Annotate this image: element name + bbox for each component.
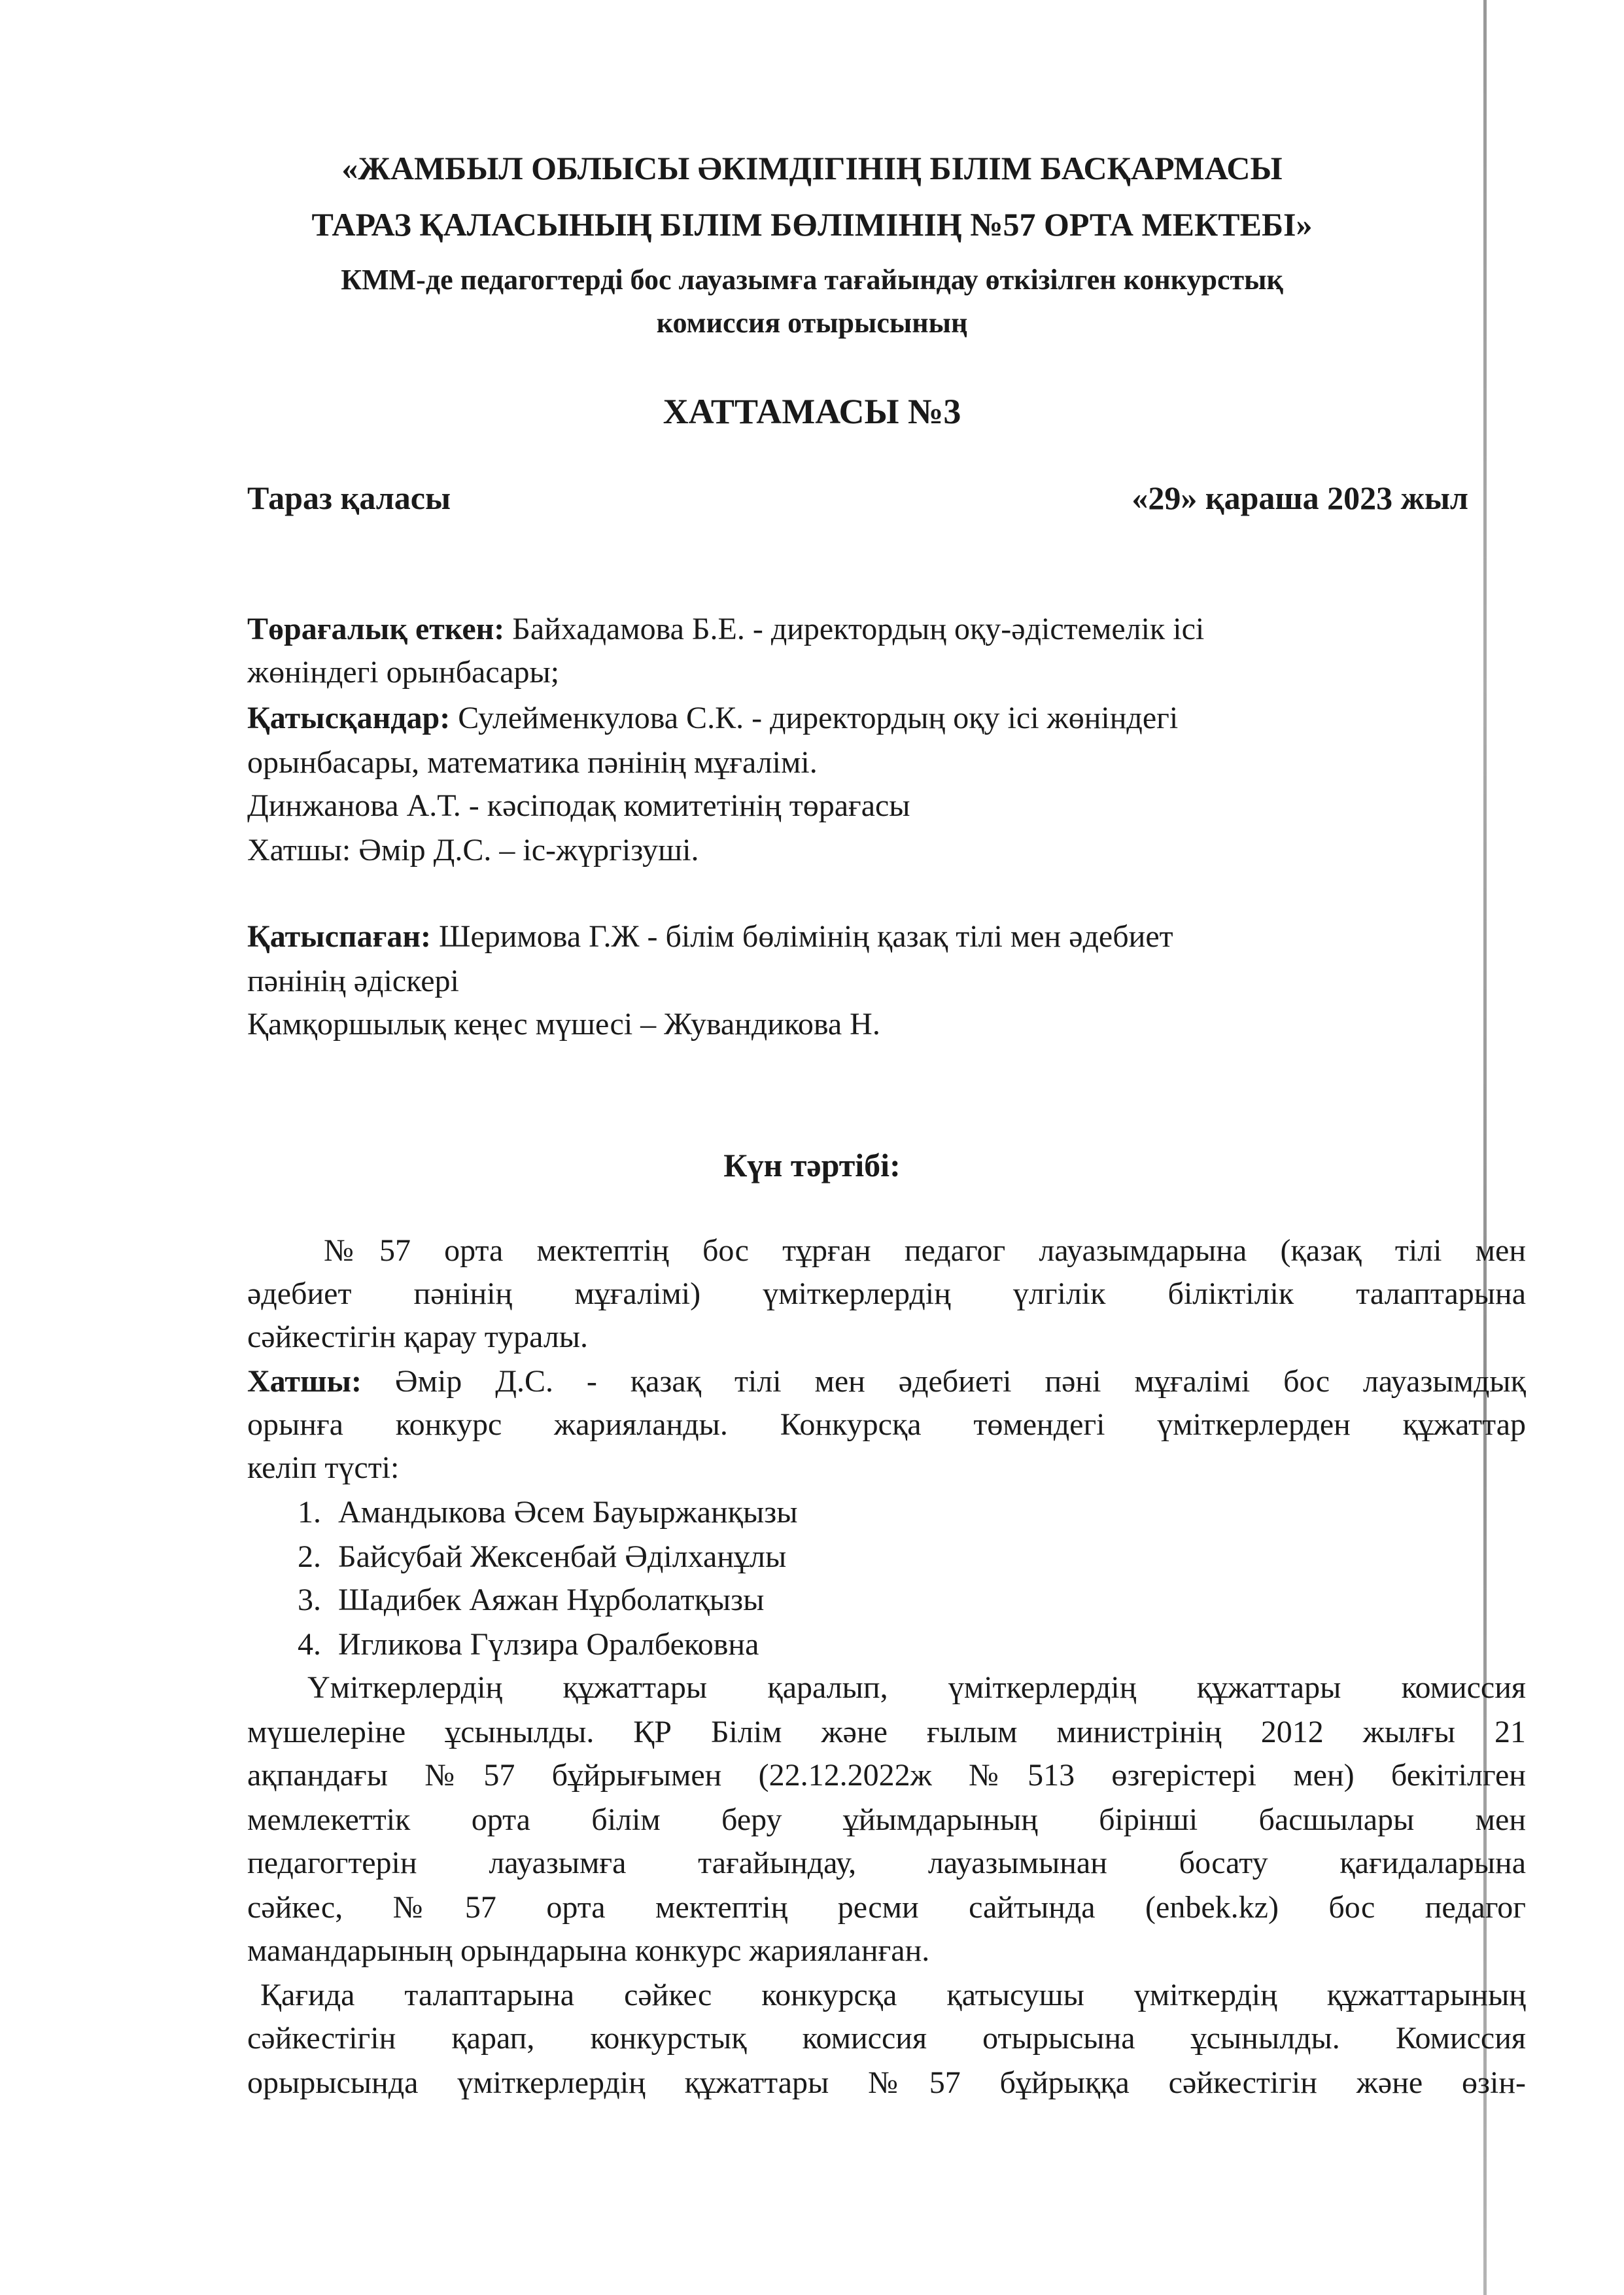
review-p-line-4: мемлекеттік орта білім беру ұйымдарының бірінші басшылары мен (247, 1802, 1526, 1837)
candidate-item (298, 1539, 786, 1575)
secretary-report-line-1 (247, 1363, 1526, 1399)
place-text: Тараз қаласы (247, 480, 451, 516)
chair-text: Байхадамова Б.Е. - директордың оқу-әдістемелік ісі (512, 612, 1205, 646)
agenda-title: Күн тәртібі: (723, 1147, 901, 1183)
candidate-item (298, 1494, 797, 1530)
absent-text: Шеримова Г.Ж - білім бөлімінің қазақ тілі мен әдебиет (439, 919, 1173, 954)
present-line (247, 700, 1178, 736)
agenda-p1-line-1: №57 орта мектептің бос тұрған педагог лауазымдарына (қазақ тілі мен (324, 1233, 1526, 1268)
absent-text-3: Қамқоршылық кеңес мүшесі – Жувандикова Н. (247, 1007, 880, 1042)
chair-line (247, 611, 1204, 647)
present-text: Сулейменкулова С.К. - директордың оқу ісі жөніндегі (458, 701, 1179, 735)
present-text-2: орынбасары, математика пәнінің мұғалімі. (247, 745, 818, 780)
review-p-line-2: мүшелеріне ұсынылды. ҚР Білім және ғылым министрінің 2012 жылғы 21 (247, 1715, 1526, 1749)
candidate-number: 4. (298, 1627, 321, 1662)
candidate-number: 3. (298, 1583, 321, 1617)
document-title: ХАТТАМАСЫ №3 (663, 392, 961, 431)
review-p-line-3: ақпандағы №57 бұйрығымен (22.12.2022ж №513 өзгерістері мен) бекітілген (247, 1758, 1526, 1793)
secretary-report-line-2: орынға конкурс жарияланды. Конкурсқа төмендегі үміткерлерден құжаттар (247, 1407, 1526, 1442)
absent-line (247, 919, 1173, 955)
rules-p-line-3: орырысында үміткерлердің құжаттары №57 бұйрыққа сәйкестігін және өзін- (247, 2065, 1526, 2100)
secretary-report-label: Хатшы: (247, 1364, 362, 1399)
candidate-item (298, 1626, 759, 1662)
header-line-4: комиссия отырысының (656, 307, 968, 339)
rules-p-line-1: Қағида талаптарына сәйкес конкурсқа қатысушы үміткердің құжаттарының (260, 1978, 1526, 2012)
review-p-line-7: мамандарының орындарына конкурс жарияланған. (247, 1933, 930, 1968)
candidate-number: 1. (298, 1495, 321, 1530)
review-p-line-1: Үміткерлердің құжаттары қаралып, үміткерлердің құжаттары комиссия (307, 1670, 1526, 1705)
header-line-2: ТАРАЗ ҚАЛАСЫНЫҢ БІЛІМ БӨЛІМІНІҢ №57 ОРТА МЕКТЕБІ» (311, 206, 1313, 243)
review-p-line-5: педагогтерін лауазымға тағайындау, лауазымынан босату қағидаларына (247, 1846, 1526, 1880)
chair-label: Төрағалық еткен: (247, 612, 505, 646)
candidate-name: Байсубай Жексенбай Әділханұлы (338, 1539, 787, 1574)
candidate-name: Амандыкова Әсем Бауыржанқызы (338, 1495, 798, 1530)
absent-text-2: пәнінің әдіскері (247, 964, 459, 998)
secretary-report-text: Әмір Д.С. - қазақ тілі мен әдебиеті пәні мұғалімі бос лауазымдық (394, 1364, 1527, 1399)
review-p-line-6: сәйкес, №57 орта мектептің ресми сайтында (enbek.kz) бос педагог (247, 1890, 1526, 1925)
rules-p-line-2: сәйкестігін қарап, конкурстық комиссия отырысына ұсынылды. Комиссия (247, 2021, 1526, 2056)
header-line-3: КММ-де педагогтерді бос лауазымға тағайындау өткізілген конкурстық (341, 264, 1283, 296)
agenda-p1-line-3: сәйкестігін қарау туралы. (247, 1320, 589, 1354)
candidate-item (298, 1582, 764, 1618)
absent-label: Қатыспаған: (247, 919, 432, 954)
secretary-line: Хатшы: Әмір Д.С. – іс-жүргізуші. (247, 833, 699, 867)
candidate-name: Шадибек Аяжан Нұрболатқызы (338, 1583, 765, 1617)
date-text: «29» қараша 2023 жыл (1132, 480, 1468, 516)
header-line-1: «ЖАМБЫЛ ОБЛЫСЫ ӘКІМДІГІНІҢ БІЛІМ БАСҚАРМАСЫ (341, 150, 1283, 186)
candidate-number: 2. (298, 1539, 321, 1574)
agenda-p1-line-2: әдебиет пәнінің мұғалімі) үміткерлердің үлгілік біліктілік талаптарына (247, 1276, 1526, 1311)
member-2: Динжанова А.Т. - кәсіподақ комитетінің төрағасы (247, 788, 910, 823)
candidate-name: Игликова Гүлзира Оралбековна (338, 1627, 759, 1662)
present-label: Қатысқандар: (247, 701, 451, 735)
secretary-report-line-3: келіп түсті: (247, 1450, 400, 1485)
chair-text-2: жөніндегі орынбасары; (247, 655, 560, 690)
